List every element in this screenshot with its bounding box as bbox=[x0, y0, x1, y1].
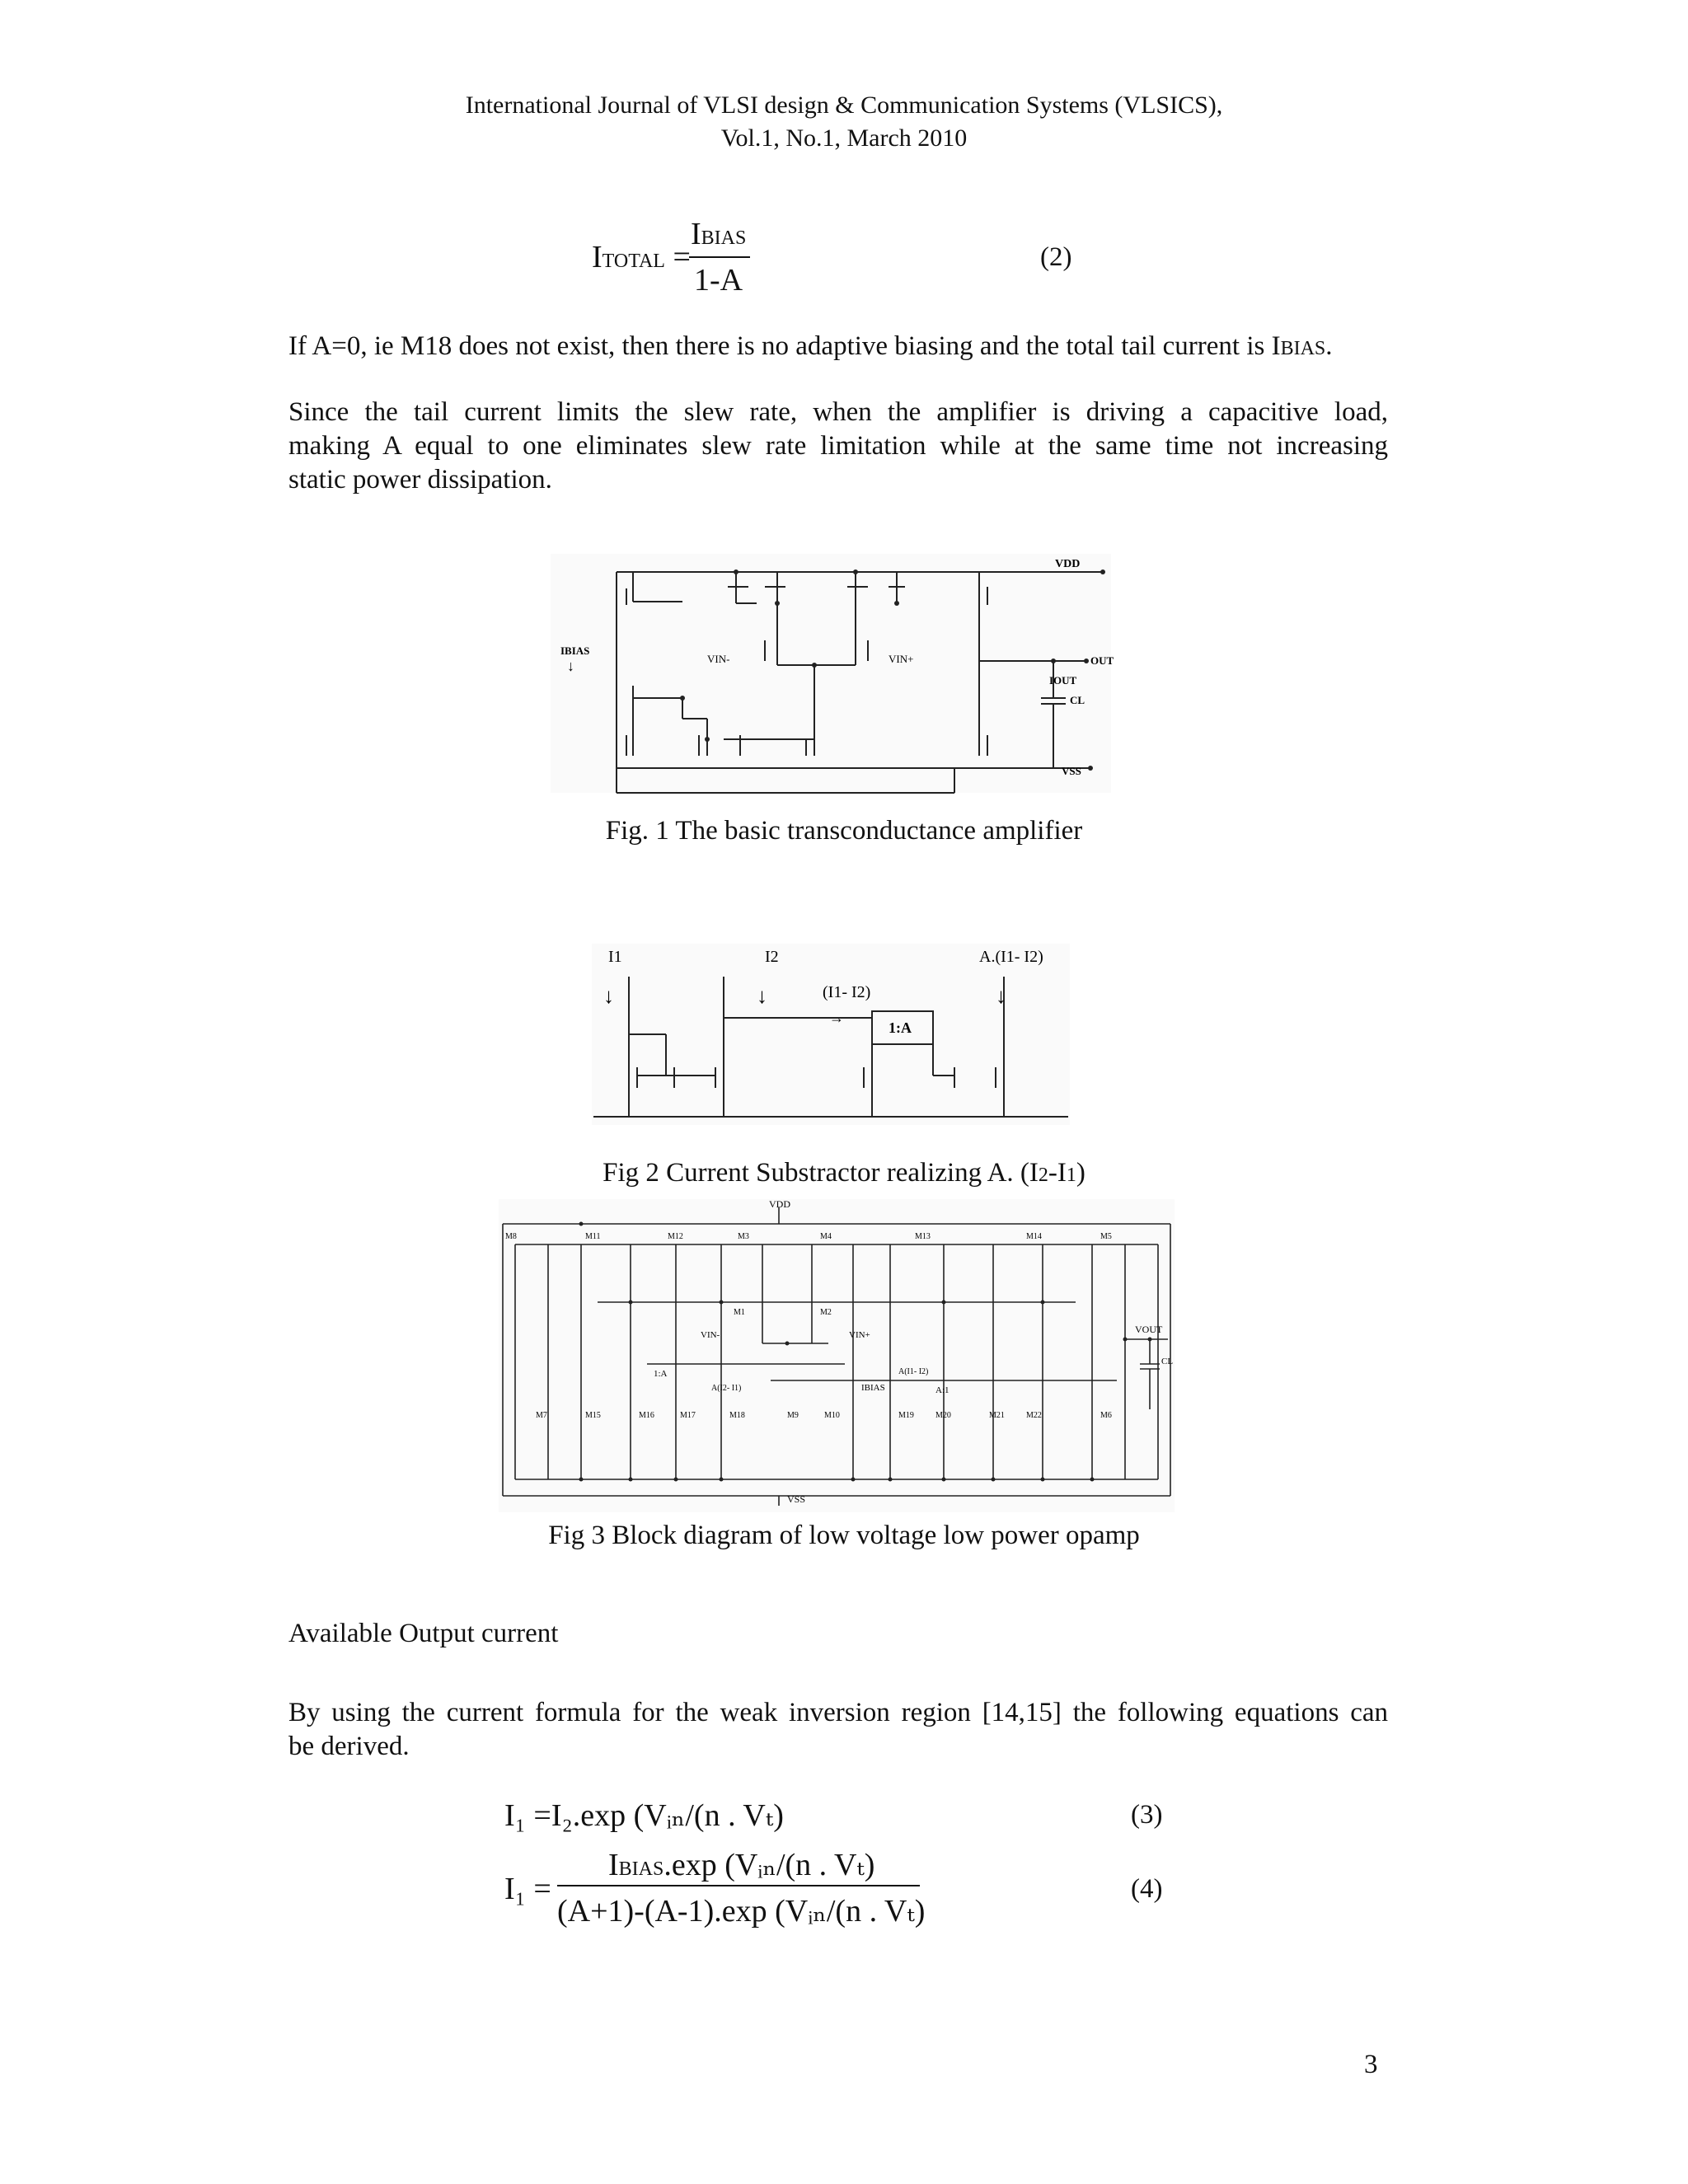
figure-3-opamp-block-diagram bbox=[499, 1199, 1175, 1512]
eq4-fraction-bar bbox=[557, 1885, 920, 1886]
fig3-m20-label: M20 bbox=[935, 1411, 951, 1420]
fig3-vin-plus-label: VIN+ bbox=[849, 1330, 870, 1340]
fig2-ratio-label: 1:A bbox=[889, 1019, 912, 1036]
eq2-denominator: 1-A bbox=[694, 263, 743, 298]
fig3-m21-label: M21 bbox=[989, 1411, 1005, 1420]
fig1-vin-plus-label: VIN+ bbox=[889, 653, 914, 665]
eq2-number: (2) bbox=[1040, 242, 1072, 272]
fig1-ibias-arrow: ↓ bbox=[567, 658, 574, 674]
fig1-caption: Fig. 1 The basic transconductance amplifier bbox=[605, 816, 1083, 846]
fig3-m7-label: M7 bbox=[536, 1411, 547, 1420]
fig3-m17-label: M17 bbox=[680, 1411, 696, 1420]
fig3-m6-label: M6 bbox=[1100, 1411, 1112, 1420]
paragraph-weak-inversion: By using the current formula for the weak inversion region [14,15] the following equations can be derived. bbox=[288, 1698, 1388, 1761]
fig3-m10-label: M10 bbox=[824, 1411, 840, 1420]
fig3-a-i1-i2-label: A(I1- I2) bbox=[898, 1367, 929, 1376]
journal-header-line1: International Journal of VLSI design & Communication Systems (VLSICS), bbox=[465, 91, 1223, 119]
fig2-i2-label: I2 bbox=[765, 948, 779, 966]
fig3-caption: Fig 3 Block diagram of low voltage low power opamp bbox=[548, 1521, 1140, 1550]
fig3-m3-label: M3 bbox=[738, 1232, 749, 1241]
fig3-ratio2-label: A:1 bbox=[935, 1385, 950, 1395]
fig3-m22-label: M22 bbox=[1026, 1411, 1042, 1420]
section-heading-available-output-current: Available Output current bbox=[288, 1619, 559, 1648]
fig2-diff-label: (I1- I2) bbox=[823, 983, 871, 1001]
fig2-i1-arrow: ↓ bbox=[603, 984, 614, 1008]
figure-2-current-subtractor bbox=[592, 944, 1070, 1125]
paragraph-adaptive-biasing: If A=0, ie M18 does not exist, then there is no adaptive biasing and the total tail current is IBIAS. bbox=[288, 331, 1333, 361]
journal-header-line2: Vol.1, No.1, March 2010 bbox=[720, 124, 968, 152]
eq4-denominator: (A+1)-(A-1).exp (Vᵢₙ/(n . Vₜ) bbox=[557, 1894, 926, 1929]
fig1-ibias-label: IBIAS bbox=[560, 644, 590, 657]
fig1-out-label: OUT bbox=[1090, 654, 1114, 667]
fig3-m2-label: M2 bbox=[820, 1308, 832, 1317]
fig3-m5-label: M5 bbox=[1100, 1232, 1112, 1241]
fig3-ratio1-label: 1:A bbox=[654, 1369, 668, 1379]
fig3-m19-label: M19 bbox=[898, 1411, 914, 1420]
fig3-m1-label: M1 bbox=[734, 1308, 745, 1317]
fig3-vss-label: VSS bbox=[787, 1493, 806, 1505]
fig2-diff-arrow: → bbox=[829, 1010, 844, 1026]
fig3-cl-label: CL bbox=[1161, 1357, 1174, 1366]
fig2-i2-arrow: ↓ bbox=[757, 984, 767, 1008]
fig3-a-i2-i1-label: A(I2- I1) bbox=[711, 1384, 742, 1393]
fig3-m12-label: M12 bbox=[668, 1232, 683, 1241]
eq2-fraction-bar bbox=[689, 256, 750, 258]
eq4-number: (4) bbox=[1131, 1874, 1163, 1904]
fig1-vss-label: VSS bbox=[1062, 765, 1081, 777]
fig1-vdd-label: VDD bbox=[1055, 558, 1081, 570]
eq2-lhs-sub: TOTAL bbox=[602, 251, 665, 272]
fig3-m18-label: M18 bbox=[729, 1411, 745, 1420]
equation-3: I₁ =I₂.exp (Vᵢₙ/(n . Vₜ) bbox=[504, 1798, 784, 1833]
fig3-m11-label: M11 bbox=[585, 1232, 601, 1241]
eq4-lhs: I₁ = bbox=[504, 1872, 551, 1906]
fig1-iout-label: IOUT bbox=[1049, 674, 1077, 687]
fig3-vin-minus-label: VIN- bbox=[701, 1330, 720, 1340]
figure-1-transconductance-amplifier bbox=[551, 554, 1114, 793]
eq2-lhs: I bbox=[592, 240, 603, 274]
fig2-caption: Fig 2 Current Substractor realizing A. (I2-I1) bbox=[603, 1158, 1085, 1188]
fig1-cl-label: CL bbox=[1070, 694, 1085, 706]
fig3-m4-label: M4 bbox=[820, 1232, 832, 1241]
fig3-m8-label: M8 bbox=[505, 1232, 517, 1241]
fig3-m13-label: M13 bbox=[915, 1232, 931, 1241]
fig3-m14-label: M14 bbox=[1026, 1232, 1042, 1241]
fig1-vin-minus-label: VIN- bbox=[707, 653, 730, 665]
eq2-numerator: I bbox=[691, 217, 701, 251]
fig3-m16-label: M16 bbox=[639, 1411, 654, 1420]
fig3-m9-label: M9 bbox=[787, 1411, 799, 1420]
fig3-ibias-label: IBIAS bbox=[861, 1383, 885, 1393]
fig2-output-label: A.(I1- I2) bbox=[979, 948, 1043, 966]
fig2-output-arrow: ↓ bbox=[996, 984, 1006, 1008]
eq3-number: (3) bbox=[1131, 1800, 1163, 1830]
eq2-equals: = bbox=[673, 240, 691, 274]
fig2-i1-label: I1 bbox=[608, 948, 622, 966]
fig3-m15-label: M15 bbox=[585, 1411, 601, 1420]
paragraph-slew-rate: Since the tail current limits the slew rate, when the amplifier is driving a capacitive load, making A equal to one eliminates slew rate limitation while at the same time not increasing static power dissipation. bbox=[288, 397, 1388, 494]
fig3-vout-label: VOUT bbox=[1135, 1324, 1163, 1335]
eq2-numerator-sub: BIAS bbox=[701, 227, 747, 249]
page-number: 3 bbox=[1364, 2050, 1378, 2079]
fig3-vdd-label: VDD bbox=[769, 1198, 790, 1210]
eq4-numerator: IBIAS.exp (Vᵢₙ/(n . Vₜ) bbox=[608, 1848, 875, 1882]
